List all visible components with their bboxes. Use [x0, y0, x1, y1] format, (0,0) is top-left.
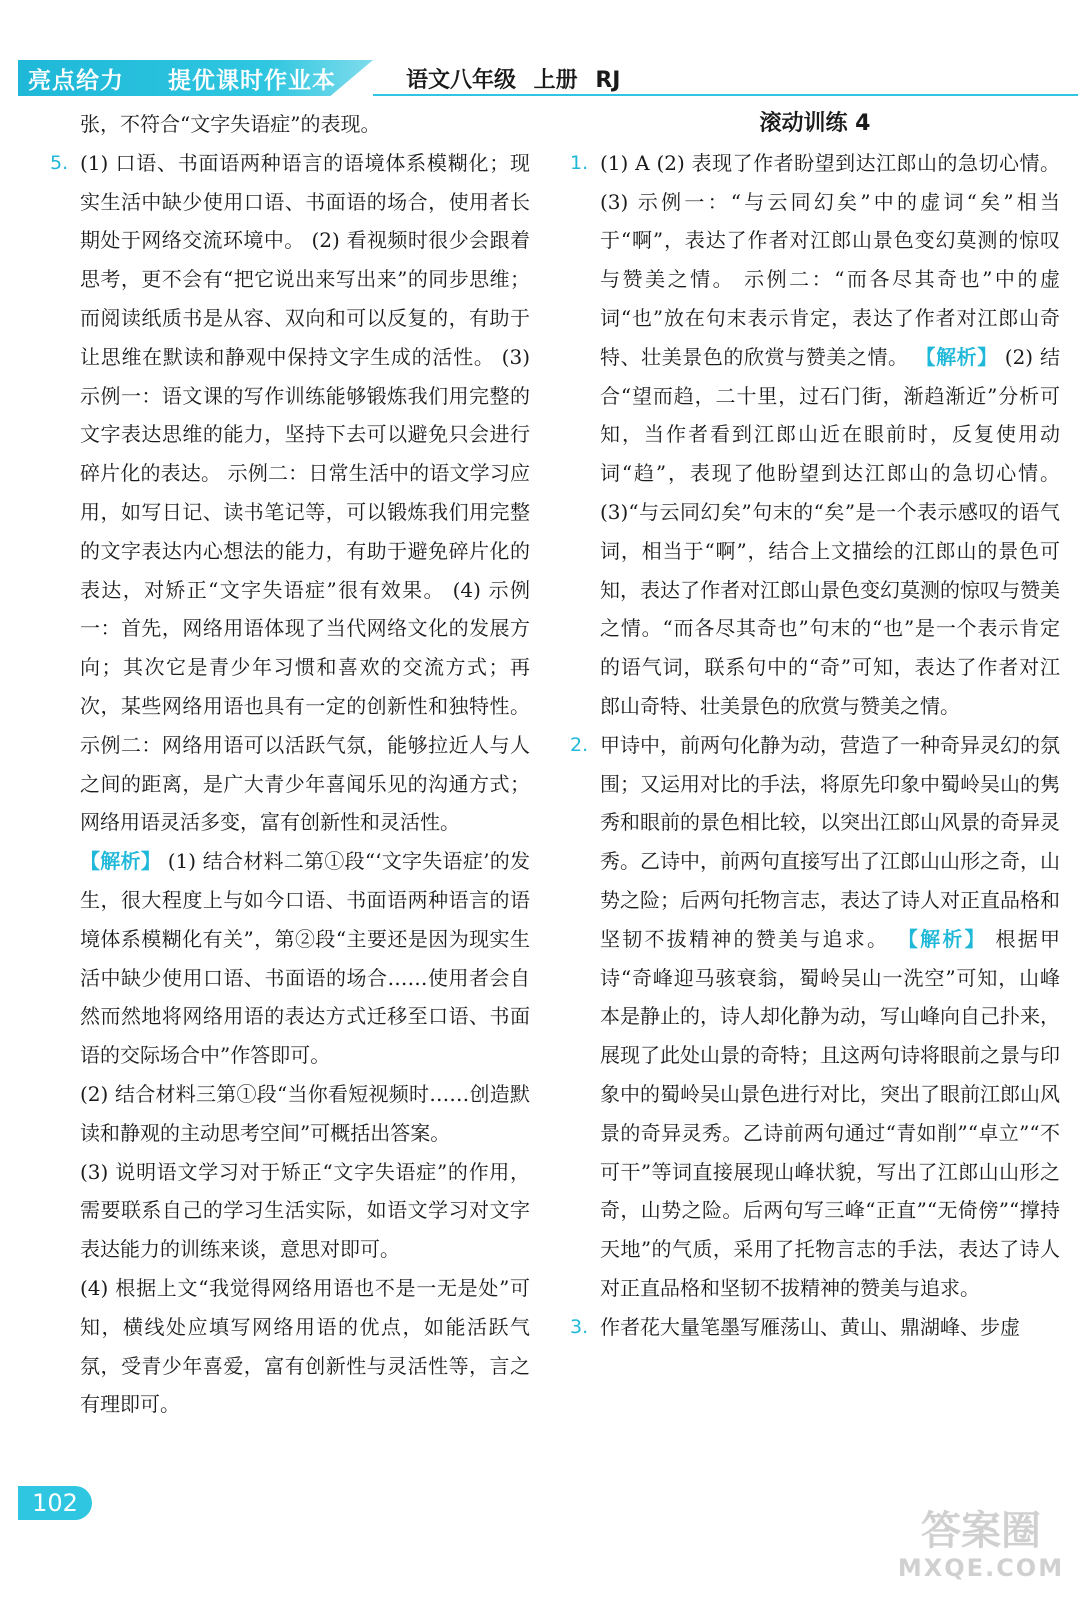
watermark-glyphs: 答案圈 — [921, 1508, 1041, 1554]
analysis-text: (1) 结合材料二第①段“‘文字失语症’的发生，很大程度上与如今口语、书面语两种语言的语境体系模糊化有关”，第②段“主要还是因为现实生活中缺少使用口语、书面语的场合……使用者会自然而然地将网络用语的表达方式迁移至口语、书面语的交际场合中”作答即可。 — [80, 849, 530, 1068]
analysis-text: (2) 结合材料三第①段“当你看短视频时……创造默读和静观的主动思考空间”可概括出答案。 — [80, 1081, 530, 1145]
watermark-logo — [896, 1508, 1066, 1588]
answer-text: 甲诗中，前两句化静为动，营造了一种奇异灵幻的氛围；又运用对比的手法，将原先印象中蜀岭吴山的隽秀和眼前的景色相比较，以突出江郎山风景的奇异灵秀。乙诗中，前两句直接写出了江郎山山形之奇，山势之险；后两句托物言志，表达了诗人对正直品格和坚韧不拔精神的赞美与追求。 — [600, 732, 1060, 951]
question-number: 1. — [570, 151, 589, 174]
header-brand: 亮点给力 — [28, 68, 124, 94]
answer-text: 作者花大量笔墨写雁荡山、黄山、鼎湖峰、步虚 — [600, 1314, 1020, 1339]
question-5 — [50, 144, 530, 842]
analysis-label: 【解析】 — [80, 849, 162, 874]
right-column — [570, 105, 1060, 1347]
answer-text: (1) 口语、书面语两种语言的语境体系模糊化；现实生活中缺少使用口语、书面语的场合，使用者长期处于网络交流环境中。 (2) 看视频时很少会跟着思考，更不会有“把它说出来写出来”的同步思维；而阅读纸质书是从容、双向和可以反复的，有助于让思维在默读和静观中保持文字生成的活性。 (3) 示例一：语文课的写作训练能够锻炼我们用完整的文字表达思维的能力，坚持下去可以避免只会进行碎片化的表达。 示例二：日常生活中的语文学习应用，如写日记、读书笔记等，可以锻炼我们用完整的文字表达内心想法的能力，有助于避免碎片化的表达，对矫正“文字失语症”很有效果。 (4) 示例一：首先，网络用语体现了当代网络文化的发展方向；其次它是青少年习惯和喜欢的交流方式；再次，某些网络用语也具有一定的创新性和独特性。 示例二：网络用语可以活跃气氛，能够拉近人与人之间的距离，是广大青少年喜闻乐见的沟通方式；网络用语灵活多变，富有创新性和灵活性。 — [80, 150, 530, 835]
question-3 — [570, 1308, 1060, 1347]
analysis-label: 【解析】 — [897, 926, 987, 951]
answer-text: (1) A (2) 表现了作者盼望到达江郎山的急切心情。 (3) 示例一：“与云同幻矣”中的虚词“矣”相当于“啊”，表达了作者对江郎山景色变幻莫测的惊叹与赞美之情。 示例二：“而各尽其奇也”中的虚词“也”放在句末表示肯定，表达了作者对江郎山奇特、壮美景色的欣赏与赞美之情。 — [600, 150, 1060, 369]
analysis-text: (3) 说明语文学习对于矫正“文字失语症”的作用，需要联系自己的学习生活实际，如语文学习对文字表达能力的训练来谈，意思对即可。 — [80, 1159, 530, 1262]
header-title: 提优课时作业本 — [168, 68, 336, 94]
section-title: 滚动训练 4 — [759, 111, 871, 136]
analysis-text: (4) 根据上文“我觉得网络用语也不是一无是处”可知，横线处应填写网络用语的优点，如能活跃气氛，受青少年喜爱，富有创新性与灵活性等，言之有理即可。 — [80, 1275, 530, 1417]
question-2 — [570, 726, 1060, 1308]
header-subject: 语文八年级 上册 RJ — [406, 68, 621, 93]
left-column — [50, 105, 530, 1424]
header-rule — [373, 94, 1078, 96]
continued-answer: 张，不符合“文字失语症”的表现。 — [80, 112, 381, 136]
question-number: 5. — [50, 151, 69, 174]
page-header — [18, 60, 1078, 96]
watermark-url: MXQE.COM — [897, 1554, 1065, 1582]
page-number: 102 — [18, 1486, 92, 1520]
question-number: 3. — [570, 1315, 589, 1338]
question-1 — [570, 144, 1060, 726]
analysis-label: 【解析】 — [915, 344, 998, 369]
analysis-text: 根据甲诗“奇峰迎马骇衰翁，蜀岭吴山一洗空”可知，山峰本是静止的，诗人却化静为动，写山峰向自己扑来，展现了此处山景的奇特；且这两句诗将眼前之景与印象中的蜀岭吴山景色进行对比，突出了眼前江郎山风景的奇异灵秀。乙诗前两句通过“青如削”“卓立”“不可干”等词直接展现山峰状貌，写出了江郎山山形之奇，山势之险。后两句写三峰“正直”“无倚傍”“撑持天地”的气质，采用了托物言志的手法，表达了诗人对正直品格和坚韧不拔精神的赞美与追求。 — [600, 926, 1061, 1300]
analysis-text: (2) 结合“望而趋，二十里，过石门街，渐趋渐近”分析可知，当作者看到江郎山近在眼前时，反复使用动词“趋”，表现了他盼望到达江郎山的急切心情。 (3)“与云同幻矣”句末的“矣”是一个表示感叹的语气词，相当于“啊”，结合上文描绘的江郎山的景色可知，表达了作者对江郎山景色变幻莫测的惊叹与赞美之情。“而各尽其奇也”句末的“也”是一个表示肯定的语气词，联系句中的“奇”可知，表达了作者对江郎山奇特、壮美景色的欣赏与赞美之情。 — [600, 344, 1061, 718]
question-number: 2. — [570, 733, 589, 756]
analysis-block — [50, 842, 530, 1075]
